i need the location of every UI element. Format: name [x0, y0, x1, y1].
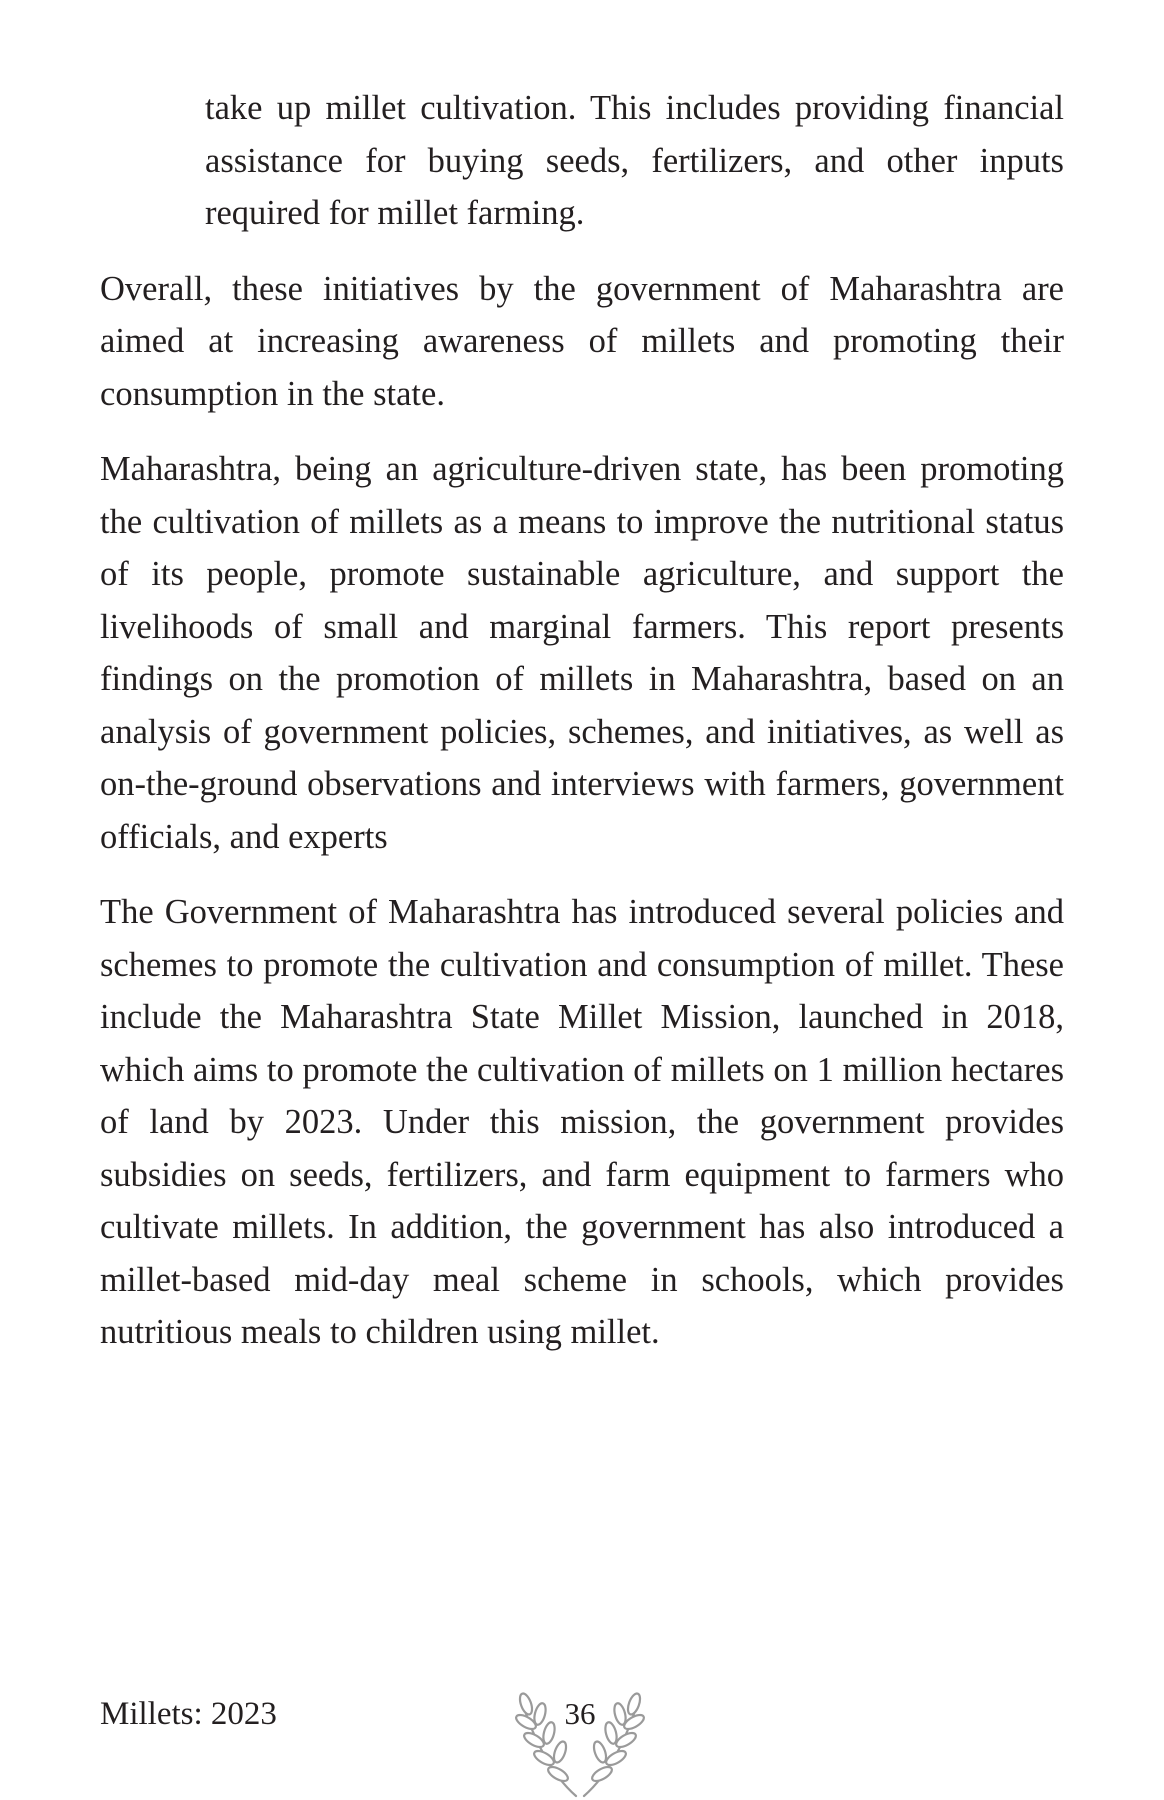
- body-paragraph: Maharashtra, being an agriculture-driven state, has been promoting the cultivation of millets as a means to improve the nutritional status of its people, promote sustainable agriculture, and support the livelihoods of small and marginal farmers. This report presents findings on the promotion of millets in Maharashtra, based on an analysis of government policies, schemes, and initiatives, as well as on-the-ground observations and interviews with farmers, government officials, and experts: [100, 450, 1064, 856]
- body-paragraph: Overall, these initiatives by the government of Maharashtra are aimed at increasing awareness of millets and promoting their consumption in the state.: [100, 269, 1064, 413]
- page-body: [100, 82, 1064, 1382]
- body-paragraph: The Government of Maharashtra has introduced several policies and schemes to promote the cultivation and consumption of millet. These include the Maharashtra State Millet Mission, launched in 2018, which aims to promote the cultivation of millets on 1 million hectares of land by 2023. Under this mission, the government provides subsidies on seeds, fertilizers, and farm equipment to farmers who cultivate millets. In addition, the government has also introduced a millet-based mid-day meal scheme in schools, which provides nutritious meals to children using millet.: [100, 893, 1064, 1351]
- page-number-ornament: [506, 1688, 654, 1800]
- page-number: 36: [564, 1696, 596, 1731]
- list-item-continuation-paragraph: take up millet cultivation. This includes providing financial assistance for buying seeds, fertilizers, and other inputs required for millet farming.: [205, 89, 1064, 232]
- running-footer-title: Millets: 2023: [100, 1696, 277, 1732]
